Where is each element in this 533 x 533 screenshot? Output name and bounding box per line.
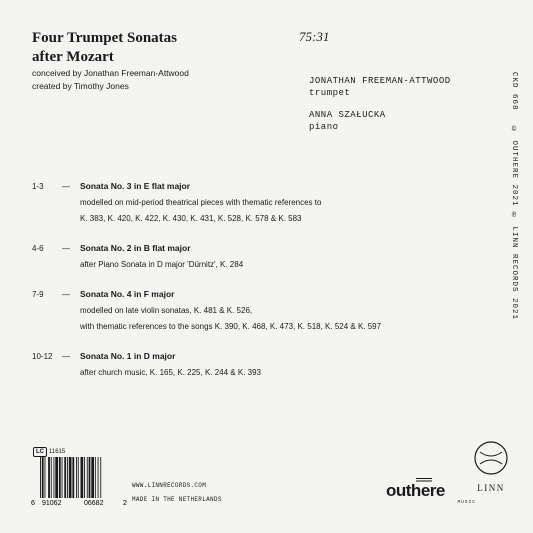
track-dash: —: [62, 351, 70, 361]
track-item: [32, 348, 502, 380]
track-description: after church music, K. 165, K. 225, K. 244 & K. 393: [80, 367, 261, 377]
barcode-digit: 2: [123, 500, 127, 507]
track-title: Sonata No. 3 in E flat major: [80, 181, 191, 191]
track-item: [32, 240, 502, 272]
linn-emblem-icon: [473, 440, 509, 476]
artist-name: ANNA SZAŁUCKA: [309, 110, 386, 120]
website-text: WWW.LINNRECORDS.COM: [132, 482, 207, 489]
linn-wordmark: LINN: [477, 483, 505, 493]
total-duration: 75:31: [299, 29, 330, 44]
track-number: 1-3: [32, 181, 44, 191]
outhere-logo: [386, 478, 476, 505]
outhere-music-label: MUSIC: [457, 500, 476, 505]
album-title-line2: after Mozart: [32, 49, 114, 65]
credit-created: created by Timothy Jones: [32, 81, 129, 91]
made-in-text: MADE IN THE NETHERLANDS: [132, 496, 222, 503]
track-number: 4-6: [32, 243, 44, 253]
track-title: Sonata No. 4 in F major: [80, 289, 175, 299]
barcode-digit: 91062: [42, 500, 62, 507]
credit-conceived: conceived by Jonathan Freeman-Attwood: [32, 68, 189, 78]
track-description: modelled on late violin sonatas, K. 481 & K. 526,: [80, 305, 253, 315]
label-code-number: 11615: [49, 449, 66, 455]
linn-logo: [471, 440, 511, 493]
track-item: [32, 286, 502, 334]
track-number: 10-12: [32, 351, 53, 361]
album-credits: [32, 67, 189, 93]
track-dash: —: [62, 243, 70, 253]
track-list: [32, 178, 502, 394]
artist-instrument: trumpet: [309, 88, 351, 98]
track-number: 7-9: [32, 289, 44, 299]
barcode-digit: 6: [31, 500, 35, 507]
track-dash: —: [62, 181, 70, 191]
track-description: K. 383, K. 420, K. 422, K. 430, K. 431, K. 528, K. 578 & K. 583: [80, 213, 302, 223]
track-item: [32, 178, 502, 226]
album-title: [32, 29, 177, 67]
track-title: Sonata No. 1 in D major: [80, 351, 176, 361]
artist-instrument: piano: [309, 122, 339, 132]
track-description: with thematic references to the songs K. 390, K. 468, K. 473, K. 518, K. 524 & K. 597: [80, 321, 382, 331]
label-code-prefix: LC: [33, 447, 47, 457]
artist-name: JONATHAN FREEMAN-ATTWOOD: [309, 76, 451, 86]
copyright-notice: © OUTHERE 2021 ℗ LINN RECORDS 2021: [510, 126, 518, 321]
barcode-digit: 06682: [84, 500, 104, 507]
artist-list: [309, 75, 451, 133]
track-description: modelled on mid-period theatrical pieces with thematic references to: [80, 197, 322, 207]
track-title: Sonata No. 2 in B flat major: [80, 243, 191, 253]
track-dash: —: [62, 289, 70, 299]
footer-info: [132, 479, 222, 507]
album-title-line1: Four Trumpet Sonatas: [32, 30, 178, 46]
outhere-wordmark: outhere: [386, 481, 445, 500]
catalog-number: CKD 668: [510, 72, 518, 111]
barcode-icon: [30, 455, 130, 507]
track-description: after Piano Sonata in D major 'Dürnitz', K. 284: [80, 259, 244, 269]
